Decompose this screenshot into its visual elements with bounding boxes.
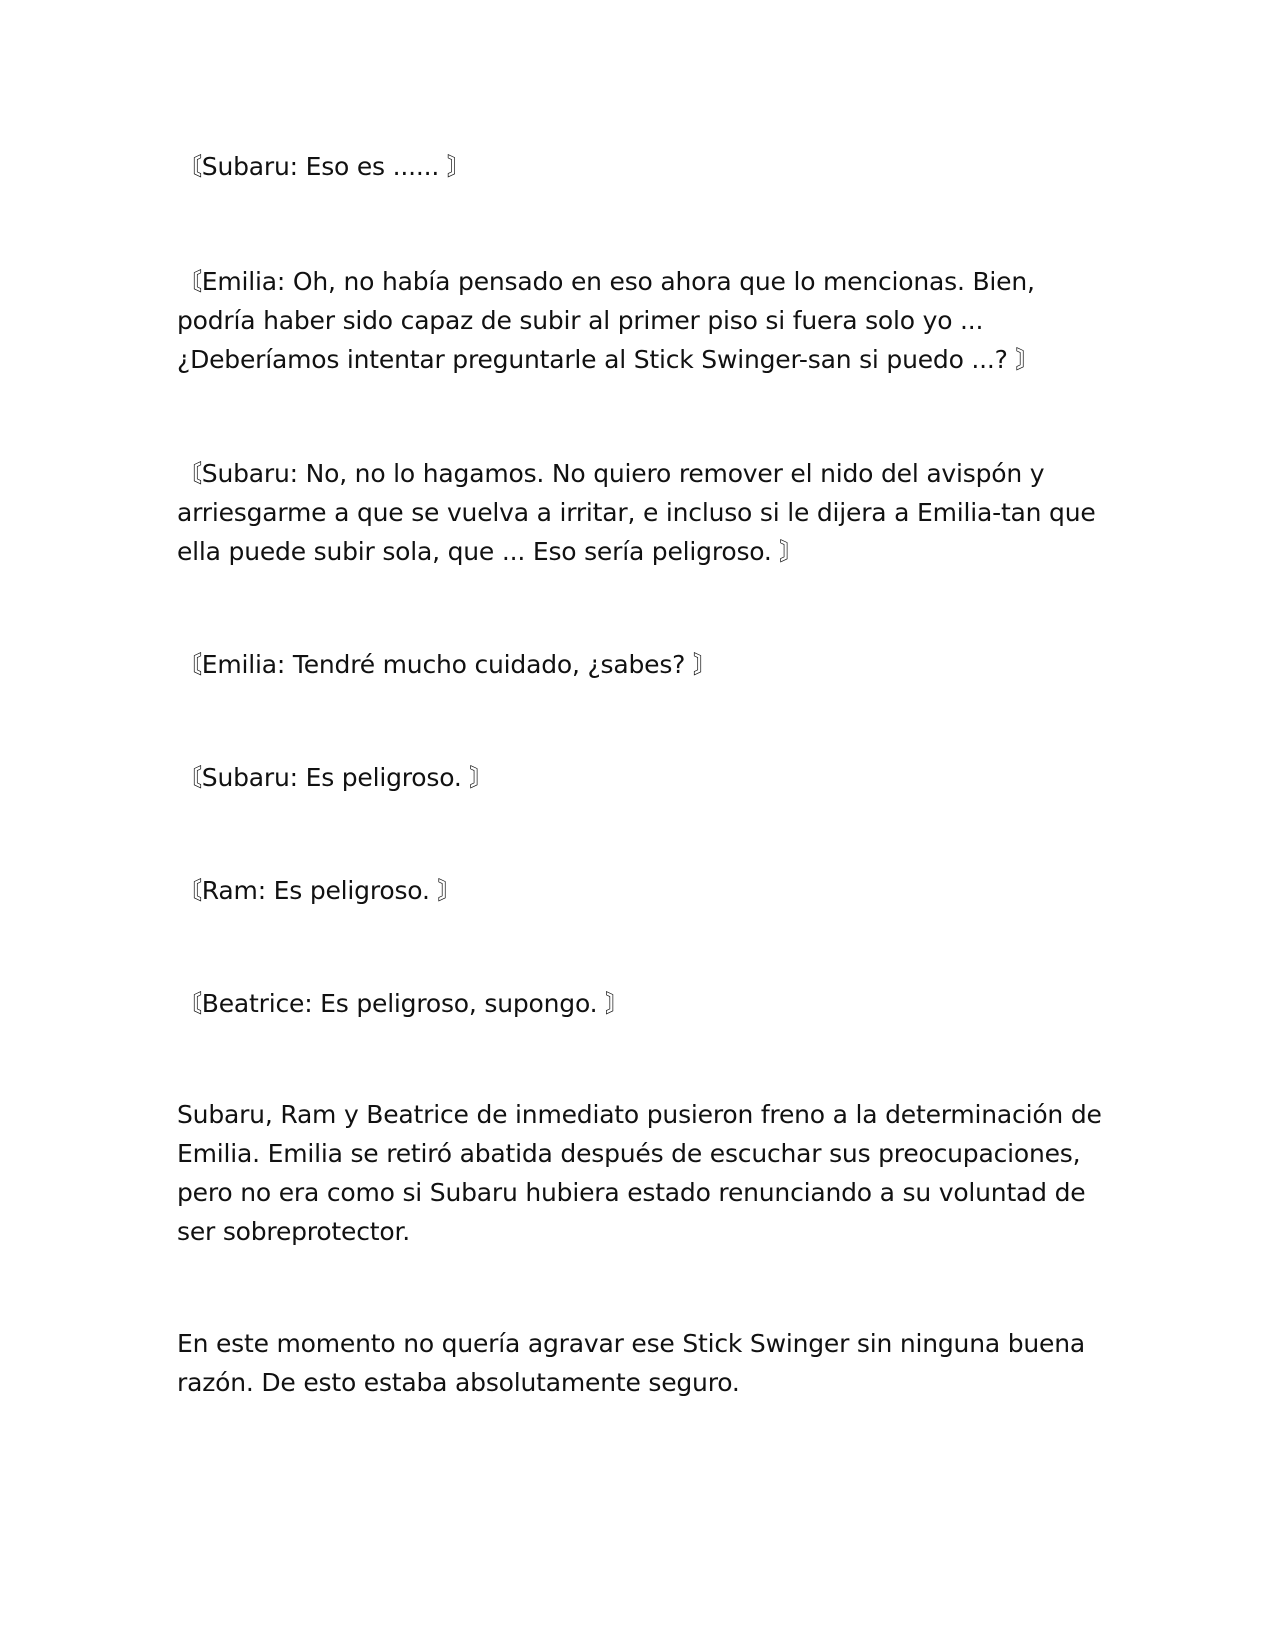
dialogue-ram: 〘Ram: Es peligroso. 〙 [177,876,463,905]
dialogue-subaru-1: 〘Subaru: Eso es ...... 〙 [177,152,472,181]
dialogue-emilia-1: 〘Emilia: Oh, no había pensado en eso ahora que lo mencionas. Bien, podría haber sido capaz de subir al primer piso si fuera solo yo ... ¿Deberíamos intentar preguntarle al Stick Swinger-san si puedo ...? 〙 [177,267,1041,374]
narration-paragraph-1: Subaru, Ram y Beatrice de inmediato pusieron freno a la determinación de Emilia. Emilia se retiró abatida después de escuchar sus preocupaciones, pero no era como si Subaru hubiera estado renunciando a su voluntad de ser sobreprotector. [177,1100,1102,1246]
dialogue-emilia-2: 〘Emilia: Tendré mucho cuidado, ¿sabes? 〙 [177,650,718,679]
dialogue-subaru-2: 〘Subaru: No, no lo hagamos. No quiero remover el nido del avispón y arriesgarme a que se vuelva a irritar, e incluso si le dijera a Emilia-tan que ella puede subir sola, que ... Eso sería peligroso. 〙 [177,459,1096,566]
dialogue-beatrice: 〘Beatrice: Es peligroso, supongo. 〙 [177,989,630,1018]
dialogue-subaru-3: 〘Subaru: Es peligroso. 〙 [177,763,495,792]
narration-paragraph-2: En este momento no quería agravar ese Stick Swinger sin ninguna buena razón. De esto estaba absolutamente seguro. [177,1329,1085,1397]
